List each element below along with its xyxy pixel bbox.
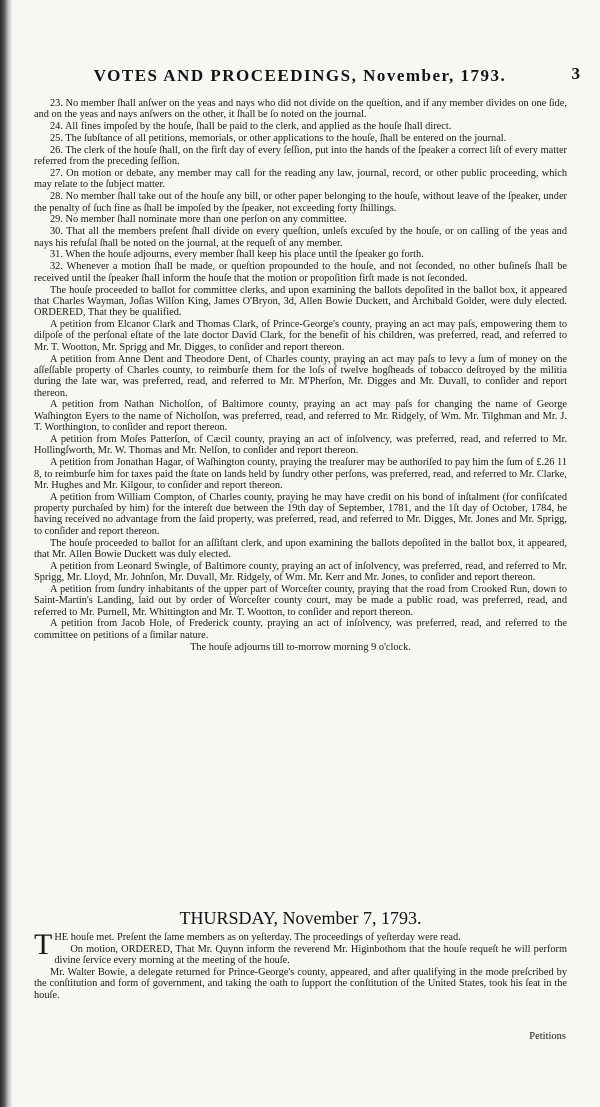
rule-27: 27. On motion or debate, any member may call for the reading any law, journal, record, or other public proceeding, which may relate to the ſubject matter. [34, 168, 567, 191]
catchword: Petitions [529, 1031, 566, 1042]
rule-28: 28. No member ſhall take out of the houſe any bill, or other paper belonging to the houſe, without leave of the ſpeaker, under the penalty of ſuch fine as ſhall be impoſed by the ſpeaker, not exceeding forty ſhillings. [34, 191, 567, 214]
rule-29: 29. No member ſhall nominate more than one perſon on any committee. [50, 214, 347, 226]
committee-clerks-ballot: The houſe proceeded to ballot for committee clerks, and upon examining the ballots depoſited in the ballot box, it appeared that Charles Wayman, Joſias Wilſon King, James O'Bryon, 3d, Allen Bowie Duckett, and Archibald Golder, were duly elected. ORDERED, That they be qualified. [34, 284, 567, 319]
rule-25: 25. The ſubſtance of all petitions, memorials, or other applications to the houſe, ſhall be entered on the journal. [50, 133, 507, 145]
petition-clark: A petition from Elcanor Clark and Thomas Clark, of Prince-George's county, praying an act may paſs, empowering them to diſpoſe of the perſonal eſtate of the late doctor David Clark, for the benefit of his children, was preferred, read, and referred to Mr. T. Wootton, Mr. Sprigg and Mr. Digges, to conſider and report thereon. [34, 319, 567, 353]
petition-swingle: A petition from Leonard Swingle, of Baltimore county, praying an act of inſolvency, was preferred, read, and referred to Mr. Sprigg, Mr. Lloyd, Mr. Johnſon, Mr. Duvall, Mr. Ridgely, of Wm. Mr. Kerr and Mr. Jones, to conſider and report thereon. [34, 560, 567, 584]
day-heading: THURSDAY, November 7, 1793. [179, 908, 422, 928]
petition-patterson: A petition from Moſes Patterſon, of Cæcil county, praying an act of inſolvency, was preferred, read, and referred to Mr. Hollingſworth, Mr. W. Thomas and Mr. Nelſon, to conſider and report thereon. [34, 433, 567, 457]
rule-30: 30. That all the members preſent ſhall divide on every queſtion, unleſs excuſed by the houſe, or on calling of the yeas and nays his refuſal ſhall be noted on the journal, at the requeſt of any member. [34, 226, 567, 249]
petition-hole: A petition from Jacob Hole, of Frederick county, praying an act of inſolvency, was preferred, read, and referred to the committee on petitions of a ſimilar nature. [34, 618, 567, 641]
drop-cap: T [34, 928, 53, 961]
petition-nicholson: A petition from Nathan Nicholſon, of Baltimore county, praying an act may paſs for changing the name of George Waſhington Eyers to the name of Nicholſon, was preferred, read, and referred to Mr. Ridgely, of Wm. Mr. Tilghman and Mr. J. T. Worthington, to conſider and report thereon. [34, 399, 567, 434]
petition-worcester-road: A petition from ſundry inhabitants of the upper part of Worceſter county, praying that the road from Crooked Run, down to Saint-Martin's Landing, laid out by order of Worceſter county court, may be made a public road, was preferred, read, and referred to Mr. Purnell, Mr. Whittington and Mr. T. Wootton, to conſider and report thereon. [34, 583, 567, 618]
running-title: VOTES AND PROCEEDINGS, November, 1793. [93, 66, 507, 85]
page-number: 3 [571, 64, 580, 83]
thursday-opening-text: HE houſe met. Preſent the ſame members as on yeſterday. The proceedings of yeſterday were read. [54, 932, 461, 943]
petition-hagar: A petition from Jonathan Hagar, of Waſhington county, praying the treaſurer may be authoriſed to pay him the ſum of £.26 11 8, to reimburſe him for taxes paid the ſtate on lands held by ſundry other perſons, was preferred, read, and referred to Mr. Clarke, Mr. Hughes and Mr. Kilgour, to conſider and report thereon. [34, 457, 567, 491]
adjournment-line: The houſe adjourns till to-morrow morning 9 o'clock. [190, 642, 411, 654]
rule-26: 26. The clerk of the houſe ſhall, on the firſt day of every ſeſſion, put into the hands of the ſpeaker a correct liſt of every matter referred from the preceding ſeſſion. [34, 144, 567, 168]
rule-32: 32. Whenever a motion ſhall be made, or queſtion propounded to the houſe, and not ſeconded, no other buſineſs ſhall be received until the ſpeaker ſhall inform the houſe that the motion or propoſition firſt made is not ſeconded. [34, 261, 567, 284]
thursday-body [34, 928, 567, 1002]
rule-31: 31. When the houſe adjourns, every member ſhall keep his place until the ſpeaker go forth. [50, 249, 424, 261]
assistant-clerk-ballot: The houſe proceeded to ballot for an aſſiſtant clerk, and upon examining the ballots depoſited in the ballot box, it appeared, that Mr. Allen Bowie Duckett was duly elected. [34, 537, 567, 560]
proceedings-body [34, 98, 567, 654]
petition-compton: A petition from William Compton, of Charles county, praying he may have credit on his bond of inſtalment (for confiſcated property purchaſed by him) for the intereſt due between the 19th day of September, 1781, and the 1ſt day of October, 1784, he having received no advantage from the ſaid property, was preferred, read, and referred to Mr. Digges, Mr. Jones and Mr. Sprigg, to conſider and report thereon. [34, 491, 567, 537]
page-binding-shadow [0, 0, 12, 1107]
order-divine-service: On motion, ORDERED, That Mr. Quynn inform the reverend Mr. Higinbothom that the houſe requeſt he will perform divine ſervice every morning at the meeting of the houſe. [54, 943, 567, 967]
rule-23: 23. No member ſhall anſwer on the yeas and nays who did not divide on the queſtion, and if any member divides on one ſide, and on the yeas and nays anſwers on the other, it ſhall be ſo noted on the journal. [34, 98, 567, 121]
walter-bowie-seated: Mr. Walter Bowie, a delegate returned for Prince-George's county, appeared, and after qualifying in the mode preſcribed by the conſtitution and form of government, and taking the oath to ſupport the conſtitution of the United States, took his ſeat in the houſe. [34, 967, 567, 1001]
rule-24: 24. All fines impoſed by the houſe, ſhall be paid to the clerk, and applied as the houſe ſhall direct. [50, 121, 452, 133]
petition-dent: A petition from Anne Dent and Theodore Dent, of Charles county, praying an act may paſs to levy a ſum of money on the aſſeſſable property of Charles county, to reimburſe them for the loſs of twelve hogſheads of tobacco deſtroyed by the militia during the late war, was preferred, read, and referred to Mr. M'Pherſon, Mr. Digges and Mr. Duvall, to conſider and report thereon. [34, 353, 567, 399]
page-header [20, 66, 580, 86]
